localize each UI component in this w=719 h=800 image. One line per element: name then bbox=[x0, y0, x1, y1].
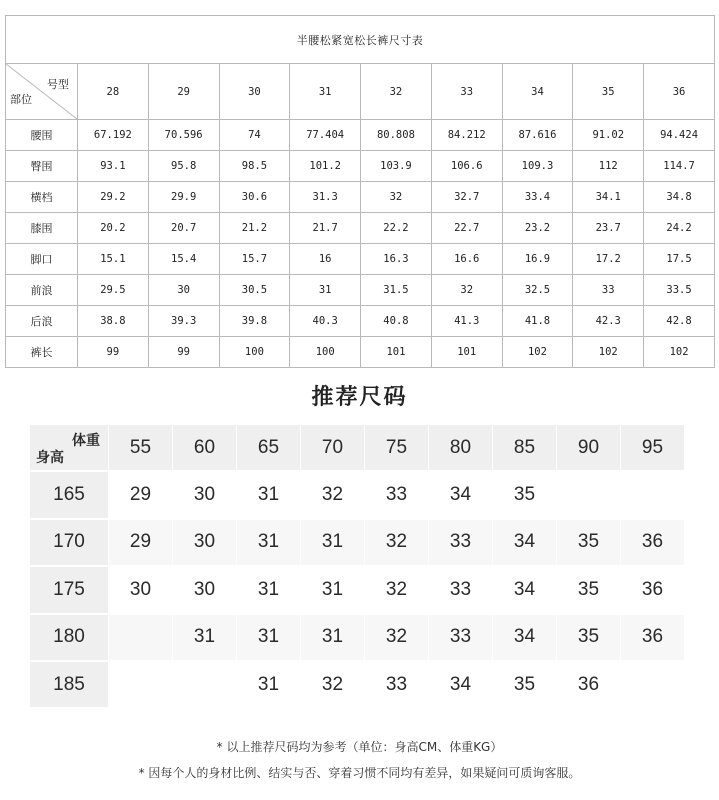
recommended-size-cell: 35 bbox=[493, 472, 556, 517]
recommended-size-cell bbox=[621, 472, 684, 517]
recommended-size-cell: 29 bbox=[109, 520, 172, 565]
recommend-row bbox=[30, 520, 688, 565]
recommended-size-cell: 31 bbox=[301, 615, 364, 660]
height-label: 身高 bbox=[36, 450, 64, 466]
recommended-size-cell: 34 bbox=[429, 662, 492, 707]
height-cell: 180 bbox=[30, 615, 108, 660]
table-cell: 20.7 bbox=[148, 213, 219, 244]
table-cell: 15.1 bbox=[78, 244, 149, 275]
table-cell: 77.404 bbox=[290, 120, 361, 151]
recommended-size-cell: 31 bbox=[237, 567, 300, 612]
table-cell: 93.1 bbox=[78, 151, 149, 182]
table-cell: 74 bbox=[219, 120, 290, 151]
note-reference: * 以上推荐尺码均为参考（单位：身高CM、体重KG） bbox=[216, 740, 503, 754]
table-cell: 22.2 bbox=[361, 213, 432, 244]
recommended-size-cell: 30 bbox=[173, 520, 236, 565]
table-cell: 112 bbox=[573, 151, 644, 182]
table-cell: 16.6 bbox=[431, 244, 502, 275]
table-cell: 106.6 bbox=[431, 151, 502, 182]
table-cell: 39.8 bbox=[219, 306, 290, 337]
table-cell: 98.5 bbox=[219, 151, 290, 182]
table-row bbox=[6, 151, 715, 182]
recommended-size-cell: 35 bbox=[557, 615, 620, 660]
size-table bbox=[5, 15, 715, 368]
recommended-size-cell: 35 bbox=[493, 662, 556, 707]
table-row bbox=[6, 337, 715, 368]
recommended-size-cell: 33 bbox=[365, 662, 428, 707]
table-cell: 41.3 bbox=[431, 306, 502, 337]
size-chart-title: 半腰松紧宽松长裤尺寸表 bbox=[6, 16, 715, 64]
table-row bbox=[6, 182, 715, 213]
table-cell: 67.192 bbox=[78, 120, 149, 151]
recommended-size-cell: 34 bbox=[493, 615, 556, 660]
table-cell: 91.02 bbox=[573, 120, 644, 151]
table-cell: 24.2 bbox=[644, 213, 715, 244]
recommended-size-cell: 32 bbox=[365, 520, 428, 565]
table-cell: 70.596 bbox=[148, 120, 219, 151]
recommended-size-cell: 36 bbox=[621, 567, 684, 612]
table-cell: 114.7 bbox=[644, 151, 715, 182]
table-cell: 102 bbox=[573, 337, 644, 368]
table-row bbox=[6, 306, 715, 337]
recommended-size-cell: 33 bbox=[429, 615, 492, 660]
weight-header-cell: 70 bbox=[301, 425, 364, 470]
table-cell: 17.2 bbox=[573, 244, 644, 275]
table-cell: 31.3 bbox=[290, 182, 361, 213]
recommended-size-cell: 31 bbox=[237, 472, 300, 517]
size-corner-cell bbox=[6, 64, 78, 120]
table-row bbox=[6, 213, 715, 244]
recommended-size-cell: 35 bbox=[557, 520, 620, 565]
recommended-size-cell: 36 bbox=[621, 520, 684, 565]
table-cell: 31.5 bbox=[361, 275, 432, 306]
weight-header-cell: 55 bbox=[109, 425, 172, 470]
table-cell: 102 bbox=[644, 337, 715, 368]
size-header-cell: 32 bbox=[361, 64, 432, 120]
table-cell: 16.3 bbox=[361, 244, 432, 275]
table-cell: 33.4 bbox=[502, 182, 573, 213]
table-cell: 29.5 bbox=[78, 275, 149, 306]
table-cell: 21.7 bbox=[290, 213, 361, 244]
recommended-size-cell: 32 bbox=[301, 472, 364, 517]
row-label: 横档 bbox=[6, 182, 78, 213]
part-label: 部位 bbox=[10, 93, 32, 106]
table-cell: 84.212 bbox=[431, 120, 502, 151]
table-row bbox=[6, 244, 715, 275]
recommended-size-cell: 36 bbox=[557, 662, 620, 707]
recommended-size-cell: 32 bbox=[365, 615, 428, 660]
height-cell: 185 bbox=[30, 662, 108, 707]
recommended-size-cell: 31 bbox=[237, 662, 300, 707]
table-cell: 42.3 bbox=[573, 306, 644, 337]
size-header-cell: 28 bbox=[78, 64, 149, 120]
table-cell: 32.5 bbox=[502, 275, 573, 306]
table-cell: 30.6 bbox=[219, 182, 290, 213]
size-header-cell: 31 bbox=[290, 64, 361, 120]
table-cell: 29.2 bbox=[78, 182, 149, 213]
table-cell: 80.808 bbox=[361, 120, 432, 151]
recommended-size-cell: 29 bbox=[109, 472, 172, 517]
weight-header-cell: 65 bbox=[237, 425, 300, 470]
recommend-title: 推荐尺码 bbox=[311, 384, 408, 410]
recommended-size-cell: 31 bbox=[301, 567, 364, 612]
recommend-row bbox=[30, 662, 688, 707]
table-cell: 31 bbox=[290, 275, 361, 306]
recommended-size-cell: 32 bbox=[365, 567, 428, 612]
table-cell: 15.7 bbox=[219, 244, 290, 275]
table-row bbox=[6, 275, 715, 306]
weight-label: 体重 bbox=[72, 433, 100, 449]
table-cell: 99 bbox=[78, 337, 149, 368]
table-cell: 102 bbox=[502, 337, 573, 368]
table-cell: 17.5 bbox=[644, 244, 715, 275]
weight-header-cell: 60 bbox=[173, 425, 236, 470]
table-cell: 33.5 bbox=[644, 275, 715, 306]
recommended-size-cell: 33 bbox=[429, 520, 492, 565]
table-cell: 32.7 bbox=[431, 182, 502, 213]
table-cell: 33 bbox=[573, 275, 644, 306]
recommended-size-cell: 33 bbox=[429, 567, 492, 612]
table-row bbox=[6, 120, 715, 151]
row-label: 脚口 bbox=[6, 244, 78, 275]
table-cell: 109.3 bbox=[502, 151, 573, 182]
recommended-size-cell: 31 bbox=[173, 615, 236, 660]
table-cell: 16 bbox=[290, 244, 361, 275]
recommended-size-cell: 33 bbox=[365, 472, 428, 517]
table-cell: 40.3 bbox=[290, 306, 361, 337]
recommended-size-cell: 31 bbox=[301, 520, 364, 565]
recommended-size-cell: 34 bbox=[429, 472, 492, 517]
row-label: 臀围 bbox=[6, 151, 78, 182]
table-cell: 30 bbox=[148, 275, 219, 306]
weight-header-cell: 90 bbox=[557, 425, 620, 470]
size-chart bbox=[5, 15, 715, 368]
row-label: 前浪 bbox=[6, 275, 78, 306]
table-cell: 34.1 bbox=[573, 182, 644, 213]
recommended-size-cell: 34 bbox=[493, 520, 556, 565]
row-label: 膝围 bbox=[6, 213, 78, 244]
table-cell: 15.4 bbox=[148, 244, 219, 275]
table-cell: 23.7 bbox=[573, 213, 644, 244]
table-cell: 101 bbox=[361, 337, 432, 368]
table-cell: 39.3 bbox=[148, 306, 219, 337]
table-cell: 100 bbox=[290, 337, 361, 368]
table-cell: 95.8 bbox=[148, 151, 219, 182]
weight-header-cell: 85 bbox=[493, 425, 556, 470]
table-cell: 101 bbox=[431, 337, 502, 368]
weight-header-cell: 80 bbox=[429, 425, 492, 470]
table-cell: 32 bbox=[431, 275, 502, 306]
recommended-size-cell: 31 bbox=[237, 520, 300, 565]
recommended-size-cell: 30 bbox=[109, 567, 172, 612]
table-cell: 29.9 bbox=[148, 182, 219, 213]
recommended-size-cell: 30 bbox=[173, 567, 236, 612]
table-cell: 99 bbox=[148, 337, 219, 368]
table-cell: 30.5 bbox=[219, 275, 290, 306]
recommended-size-cell: 34 bbox=[493, 567, 556, 612]
row-label: 裤长 bbox=[6, 337, 78, 368]
recommend-row bbox=[30, 615, 688, 660]
table-cell: 32 bbox=[361, 182, 432, 213]
recommended-size-cell: 31 bbox=[237, 615, 300, 660]
row-label: 后浪 bbox=[6, 306, 78, 337]
table-cell: 21.2 bbox=[219, 213, 290, 244]
recommended-size-cell bbox=[621, 662, 684, 707]
table-cell: 103.9 bbox=[361, 151, 432, 182]
recommended-size-cell bbox=[173, 662, 236, 707]
table-cell: 100 bbox=[219, 337, 290, 368]
height-cell: 165 bbox=[30, 472, 108, 517]
weight-header-cell: 95 bbox=[621, 425, 684, 470]
size-header-cell: 33 bbox=[431, 64, 502, 120]
table-cell: 40.8 bbox=[361, 306, 432, 337]
size-header-cell: 34 bbox=[502, 64, 573, 120]
size-header-cell: 35 bbox=[573, 64, 644, 120]
recommended-size-cell: 32 bbox=[301, 662, 364, 707]
size-label: 号型 bbox=[47, 78, 69, 91]
table-cell: 23.2 bbox=[502, 213, 573, 244]
table-cell: 94.424 bbox=[644, 120, 715, 151]
weight-header-cell: 75 bbox=[365, 425, 428, 470]
table-cell: 34.8 bbox=[644, 182, 715, 213]
table-cell: 87.616 bbox=[502, 120, 573, 151]
table-cell: 38.8 bbox=[78, 306, 149, 337]
recommend-grid bbox=[30, 425, 688, 707]
height-cell: 170 bbox=[30, 520, 108, 565]
table-cell: 20.2 bbox=[78, 213, 149, 244]
table-cell: 101.2 bbox=[290, 151, 361, 182]
row-label: 腰围 bbox=[6, 120, 78, 151]
table-cell: 42.8 bbox=[644, 306, 715, 337]
recommend-corner-cell bbox=[30, 425, 108, 470]
table-cell: 41.8 bbox=[502, 306, 573, 337]
table-cell: 22.7 bbox=[431, 213, 502, 244]
recommended-size-cell bbox=[109, 615, 172, 660]
recommended-size-cell: 35 bbox=[557, 567, 620, 612]
size-header-cell: 30 bbox=[219, 64, 290, 120]
size-header-cell: 36 bbox=[644, 64, 715, 120]
recommend-row bbox=[30, 472, 688, 517]
recommend-row bbox=[30, 567, 688, 612]
table-cell: 16.9 bbox=[502, 244, 573, 275]
recommended-size-cell: 30 bbox=[173, 472, 236, 517]
note-disclaimer: * 因每个人的身材比例、结实与否、穿着习惯不同均有差异，如果疑问可质询客服。 bbox=[138, 766, 581, 780]
recommended-size-cell bbox=[109, 662, 172, 707]
size-header-cell: 29 bbox=[148, 64, 219, 120]
recommended-size-cell bbox=[557, 472, 620, 517]
height-cell: 175 bbox=[30, 567, 108, 612]
recommended-size-cell: 36 bbox=[621, 615, 684, 660]
